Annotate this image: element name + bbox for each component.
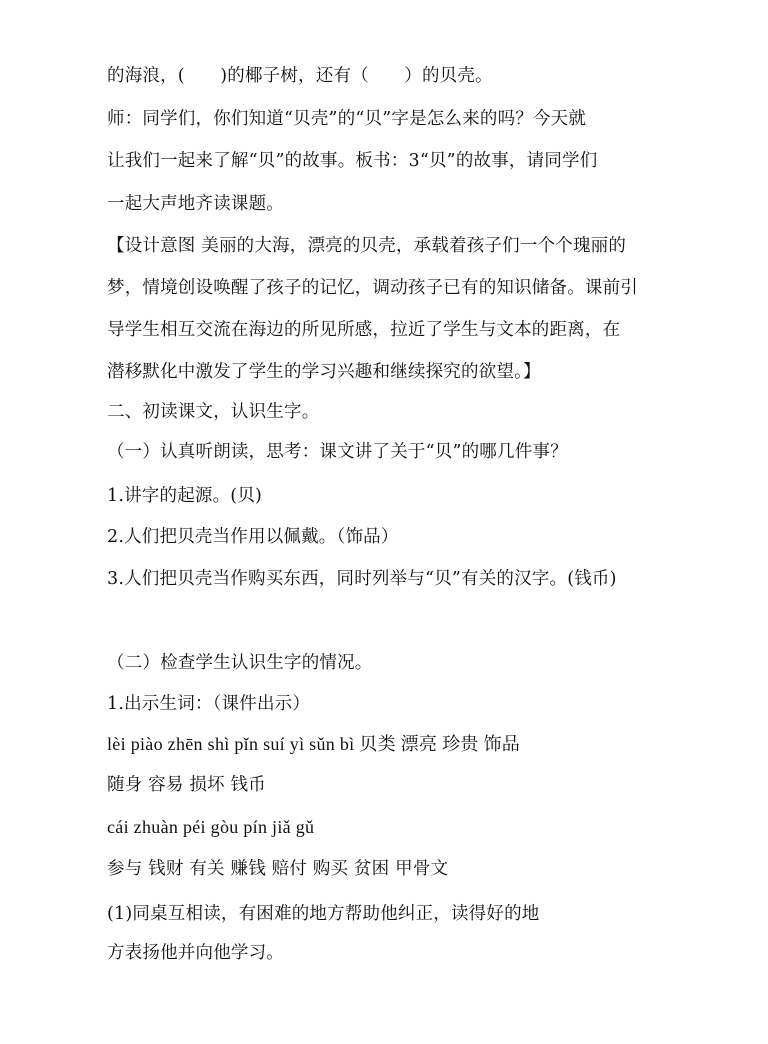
list-item-2: 2.人们把贝壳当作用以佩戴。（饰品） [107,527,399,547]
activity-line-1: (1)同桌互相读，有困难的地方帮助他纠正，读得好的地 [107,904,540,924]
subsection-2-heading: （二）检查学生认识生字的情况。 [107,653,373,673]
vocab-words-row-1: 随身 容易 损坏 钱币 [107,775,266,795]
activity-line-2: 方表扬他并向他学习。 [107,943,284,963]
design-intent-line-2: 梦，情境创设唤醒了孩子的记忆，调动孩子已有的知识储备。课前引 [107,278,638,298]
list-item-1: 1.讲字的起源。(贝) [107,486,263,506]
design-intent-line-1: 【设计意图 美丽的大海，漂亮的贝壳，承载着孩子们一个个瑰丽的 [107,236,627,256]
text-line-4: 一起大声地齐读课题。 [107,194,284,214]
section-heading-2: 二、初读课文，认识生字。 [107,402,320,422]
subsection-1-heading: （一）认真听朗读，思考：课文讲了关于“贝”的哪几件事？ [107,442,568,462]
text-line-1: 的海浪，( )的椰子树，还有（ ）的贝壳。 [107,66,493,86]
list-item-3: 3.人们把贝壳当作购买东西，同时列举与“贝”有关的汉字。(钱币) [107,569,617,589]
design-intent-line-3: 导学生相互交流在海边的所见所感，拉近了学生与文本的距离，在 [107,320,621,340]
vocab-pinyin-row-2: cái zhuàn péi gòu pín jiǎ gǔ [107,817,315,837]
vocab-pinyin-row-1: lèi piào zhēn shì pǐn suí yì sǔn bì 贝类 漂亮 珍贵 饰品 [107,734,521,754]
vocab-heading: 1.出示生词：（课件出示） [107,694,311,714]
vocab-words-row-2: 参与 钱财 有关 赚钱 赔付 购买 贫困 甲骨文 [107,859,449,879]
design-intent-line-4: 潜移默化中激发了学生的学习兴趣和继续探究的欲望。】 [107,362,541,382]
text-line-2: 师：同学们，你们知道“贝壳”的“贝”字是怎么来的吗？今天就 [107,109,587,129]
text-line-3: 让我们一起来了解“贝”的故事。板书：3“贝”的故事，请同学们 [107,151,598,171]
